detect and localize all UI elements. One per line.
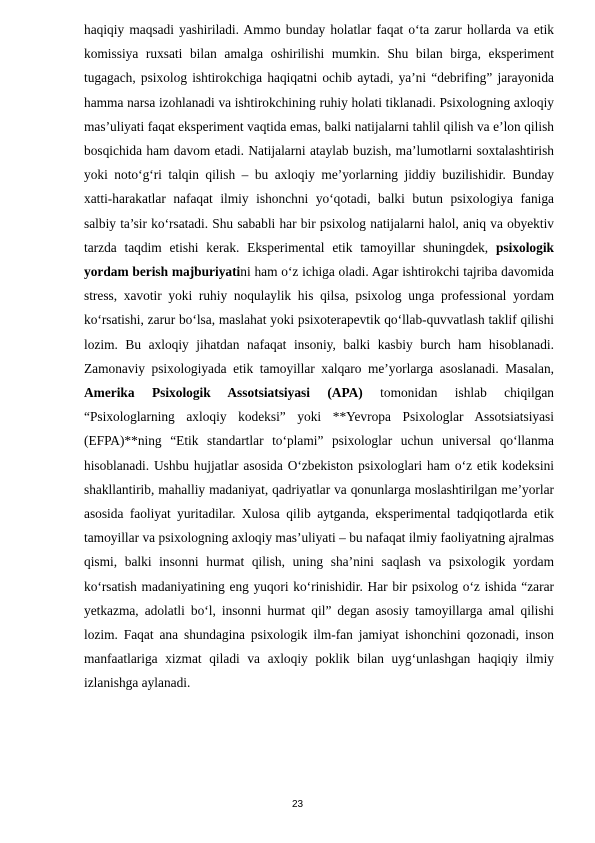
document-page [84, 18, 554, 696]
body-paragraph [84, 18, 554, 696]
text-segment: ni ham o‘z ichiga oladi. Agar ishtirokchi tajriba davomida stress, xavotir yoki ruhiy noqulaylik his qilsa, psixolog unga professional yordam ko‘rsatishi, zarur bo‘lsa, maslahat yoki psixoterapevtik qo‘llab-quvvatlash taklif qilishi lozim. Bu axloqiy jihatdan nafaqat insoniy, balki kasbiy burch ham hisoblanadi. Zamonaviy psixologiyada etik tamoyillar xalqaro me’yorlarga asoslanadi. Masalan, [84, 264, 554, 376]
bold-term-apa: Amerika Psixologik Assotsiatsiyasi (APA) [84, 385, 363, 401]
text-segment: haqiqiy maqsadi yashiriladi. Ammo bunday holatlar faqat o‘ta zarur hollarda va etik komissiya ruxsati bilan amalga oshirilishi mumkin. Shu bilan birga, eksperiment tugagach, psixolog ishtirokchiga haqiqatni ochib aytadi, ya’ni “debrifing” jarayonida hamma narsa izohlanadi va ishtirokchining ruhiy holati tiklanadi. Psixologning axloqiy mas’uliyati faqat eksperiment vaqtida emas, balki natijalarni tahlil qilish va e’lon qilish bosqichida ham davom etadi. Natijalarni ataylab buzish, ma’lumotlarni soxtalashtirish yoki noto‘g‘ri talqin qilish – bu axloqiy me’yorlarning jiddiy buzilishidir. Bunday xatti-harakatlar nafaqat ilmiy ishonchni yo‘qotadi, balki butun psixologiya faniga salbiy ta’sir ko‘rsatadi. Shu sababli har bir psixolog natijalarni halol, aniq va obyektiv tarzda taqdim etishi kerak. Eksperimental etik tamoyillar shuningdek, [84, 22, 554, 255]
page-number: 23 [291, 799, 304, 810]
bold-term-psychological-help: psixologik yordam berish majburiyati [84, 239, 554, 280]
text-segment: tomonidan ishlab chiqilgan “Psixologlarning axloqiy kodeksi” yoki **Yevropa Psixologlar Assotsiatsiyasi (EFPA)**ning “Etik standartlar to‘plami” psixologlar uchun universal qo‘llanma hisoblanadi. Ushbu hujjatlar asosida O‘zbekiston psixologlari ham o‘z etik kodeksini shakllantirib, mahalliy madaniyat, qadriyatlar va qonunlarga moslashtirilgan me’yorlar asosida faoliyat yuritadilar. Xulosa qilib aytganda, eksperimental tadqiqotlarda etik tamoyillar va psixologning axloqiy mas’uliyati – bu nafaqat ilmiy faoliyatning ajralmas qismi, balki insonni hurmat qilish, uning sha’nini saqlash va psixologik yordam ko‘rsatish madaniyatining eng yuqori ko‘rinishidir. Har bir psixolog o‘z ishida “zarar yetkazma, adolatli bo‘l, insonni hurmat qil” degan asosiy tamoyillarga amal qilishi lozim. Faqat ana shundagina psixologik ilm-fan jamiyat ishonchini qozonadi, inson manfaatlariga xizmat qiladi va axloqiy poklik bilan uyg‘unlashgan haqiqiy ilmiy izlanishga aylanadi. [84, 385, 554, 691]
